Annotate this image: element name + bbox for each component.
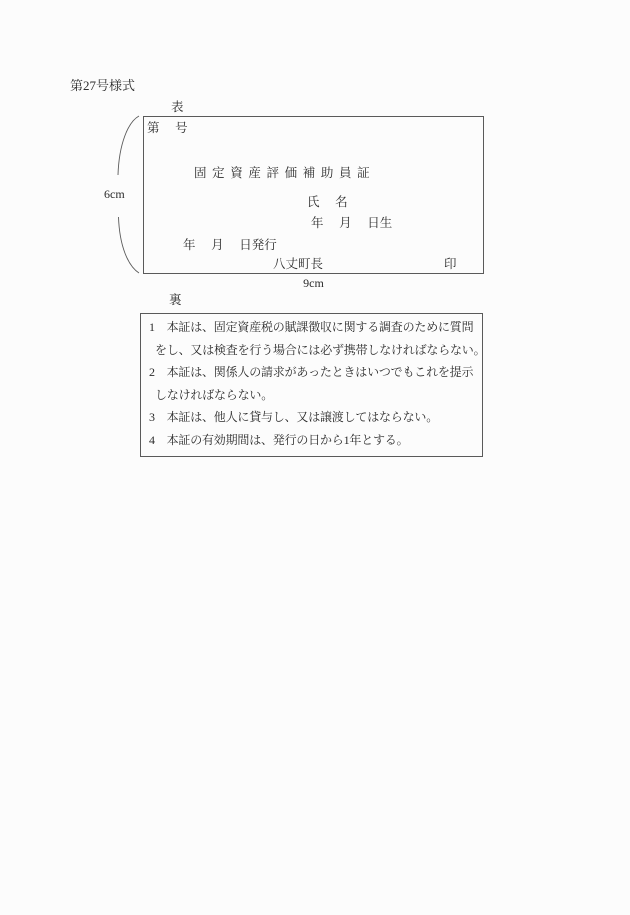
name-field-line: 氏 名 [307, 195, 348, 209]
card-front-box [143, 116, 484, 274]
issue-date-line: 年 月 日発行 [183, 238, 277, 252]
certificate-title: 固 定 資 産 評 価 補 助 員 証 [194, 166, 370, 180]
front-side-label: 表 [171, 100, 184, 114]
certificate-number-line: 第 号 [147, 121, 188, 135]
back-rule-line: 2 本証は、関係人の請求があったときはいつでもこれを提示 [149, 365, 474, 380]
back-side-label: 裏 [169, 293, 182, 307]
birthdate-field-line: 年 月 日生 [311, 216, 393, 230]
back-rule-line: 1 本証は、固定資産税の賦課徴収に関する調査のために質問 [149, 320, 474, 334]
width-dimension-label: 9cm [303, 276, 324, 290]
card-back-box [140, 313, 486, 457]
back-rule-line: をし、又は検査を行う場合には必ず携帯しなければならない。 [155, 342, 486, 357]
back-rule-line: しなければならない。 [155, 387, 274, 402]
issuer-name: 八丈町長 [273, 257, 324, 271]
back-rule-line: 3 本証は、他人に貸与し、又は譲渡してはならない。 [149, 410, 439, 425]
back-rule-line: 4 本証の有効期間は、発行の日から1年とする。 [149, 432, 409, 447]
height-dimension-label: 6cm [104, 187, 125, 201]
seal-placeholder: 印 [444, 257, 457, 271]
form-number-caption: 第27号様式 [70, 78, 136, 93]
